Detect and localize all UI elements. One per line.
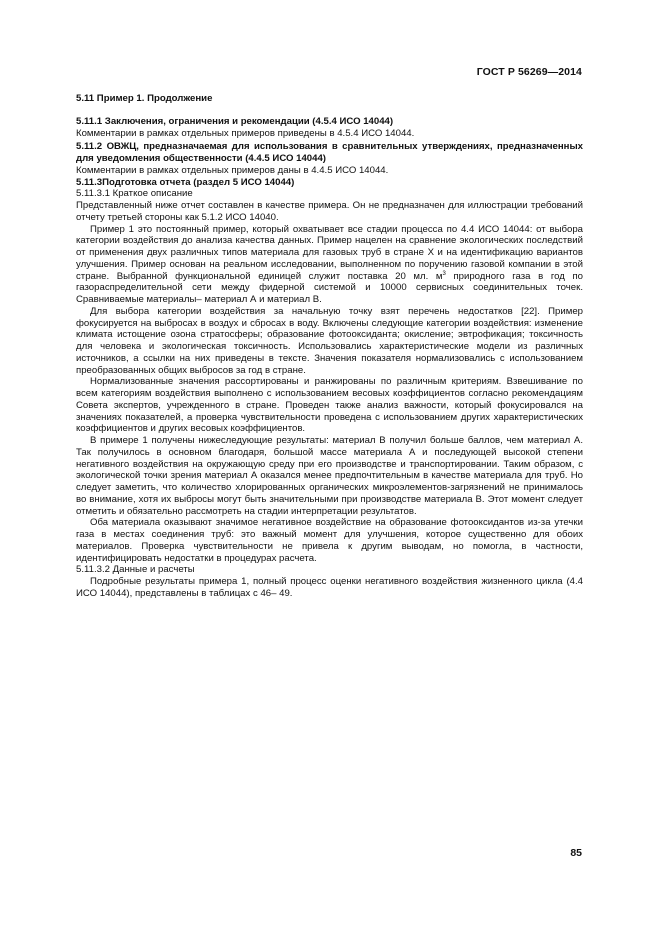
paragraph-7: Подробные результаты примера 1, полный процесс оценки негативного воздействия жизненного цикла (4.4 ИСО 14044), представлены в таблицах с 46– 49. [76,576,583,599]
document-code: ГОСТ Р 56269—2014 [476,66,582,78]
paragraph-6: Оба материала оказывают значимое негативное воздействие на образование фотооксидантов из-за утечки газа в местах соединения труб: это важный момент для улучшения, которое существенно для обоих материалов. Проверка чувствительности не привела к другим выводам, но помогла, в частности, идентифицировать недостатки в процедурах расчета. [76,517,583,564]
subsection-title-5-11-3-1: 5.11.3.1 Краткое описание [76,188,193,200]
paragraph-2-part-a: Пример 1 это постоянный пример, который охватывает все стадии процесса по 4.4 ИСО 14044: от выбора категории воздействия до анализа качества данных. Пример нацелен на сравнение экологических последствий от применения двух различных типов материала для газовых труб в стране X и на идентификацию вариантов улучшения. Пример основан на реальном исследовании, выполненном по поручению газовой компании в этой стране. Выбранной функциональной единицей служит поставка 20 мл. м [76,223,583,282]
paragraph-4: Нормализованные значения рассортированы и ранжированы по различным критериям. Взвешивание по всем категориям воздействия выполнено с использованием весовых коэффициентов согласно рекомендациям Совета экспертов, учрежденного в стране. Проведен также анализ важности, который фокусировался на значениях показателей, а проверка чувствительности проведена с использованием других характеристических коэффициентов и других весовых коэффициентов. [76,376,583,435]
subsection-title-5-11-3: 5.11.3Подготовка отчета (раздел 5 ИСО 14044) [76,176,295,188]
subsection-title-5-11-3-2: 5.11.3.2 Данные и расчеты [76,564,195,576]
superscript-3: 3 [442,270,446,277]
paragraph-5-11-1: Комментарии в рамках отдельных примеров приведены в 4.5.4 ИСО 14044. [76,127,415,139]
paragraph-2-part-b: природного газа в год по газораспределительной сети между фидерной системой и 10000 сервисных соединительных точек. Сравниваемые материалы– материал А и материал В. [76,270,583,305]
paragraph-1: Представленный ниже отчет составлен в качестве примера. Он не предназначен для иллюстрации требований отчету третьей стороны как 5.1.2 ИСО 14040. [76,200,583,223]
paragraph-3: Для выбора категории воздействия за начальную точку взят перечень недостатков [22]. Пример фокусируется на выбросах в воздух и сбросах в воду. Включены следующие категории воздействия: изменение климата истощение озона стратосферы; образование фотооксиданта; окисление; эвтрофикация; токсичность для человека и экологическая токсичность. Использовались характеристические модели из различных источников, а ссылки на них приведены в тексте. Значения показателя нормализовались с использованием преобразованных общих выбросов за год в стране. [76,305,583,376]
section-title: 5.11 Пример 1. Продолжение [76,93,213,104]
subsection-title-5-11-2: 5.11.2 ОВЖЦ, предназначаемая для использования в сравнительных утверждениях, предназначенных для уведомления общественности (4.4.5 ИСО 14044) [76,141,583,164]
subsection-title-5-11-1: 5.11.1 Заключения, ограничения и рекомендации (4.5.4 ИСО 14044) [76,115,394,127]
page-number: 85 [570,847,582,859]
page-content [76,93,583,600]
paragraph-2 [76,224,583,306]
paragraph-5-11-2: Комментарии в рамках отдельных примеров даны в 4.4.5 ИСО 14044. [76,164,389,176]
paragraph-5: В примере 1 получены нижеследующие результаты: материал В получил больше баллов, чем материал А. Так получилось в основном благодаря, большой массе материала А и последующей высокой степени негативного воздействия на окружающую среду при его производстве и транспортировании. Таким образом, с экологической точки зрения материал А оказался менее предпочтительным в качестве материала для труб. Но следует заметить, что количество хлорированных органических микроэлементов-загрязнений не принималось во внимание, хотя их выбросы могут быть значительными при производстве материала В. Этот момент следует отметить и обязательно рассмотреть на стадии интерпретации результатов. [76,435,583,517]
